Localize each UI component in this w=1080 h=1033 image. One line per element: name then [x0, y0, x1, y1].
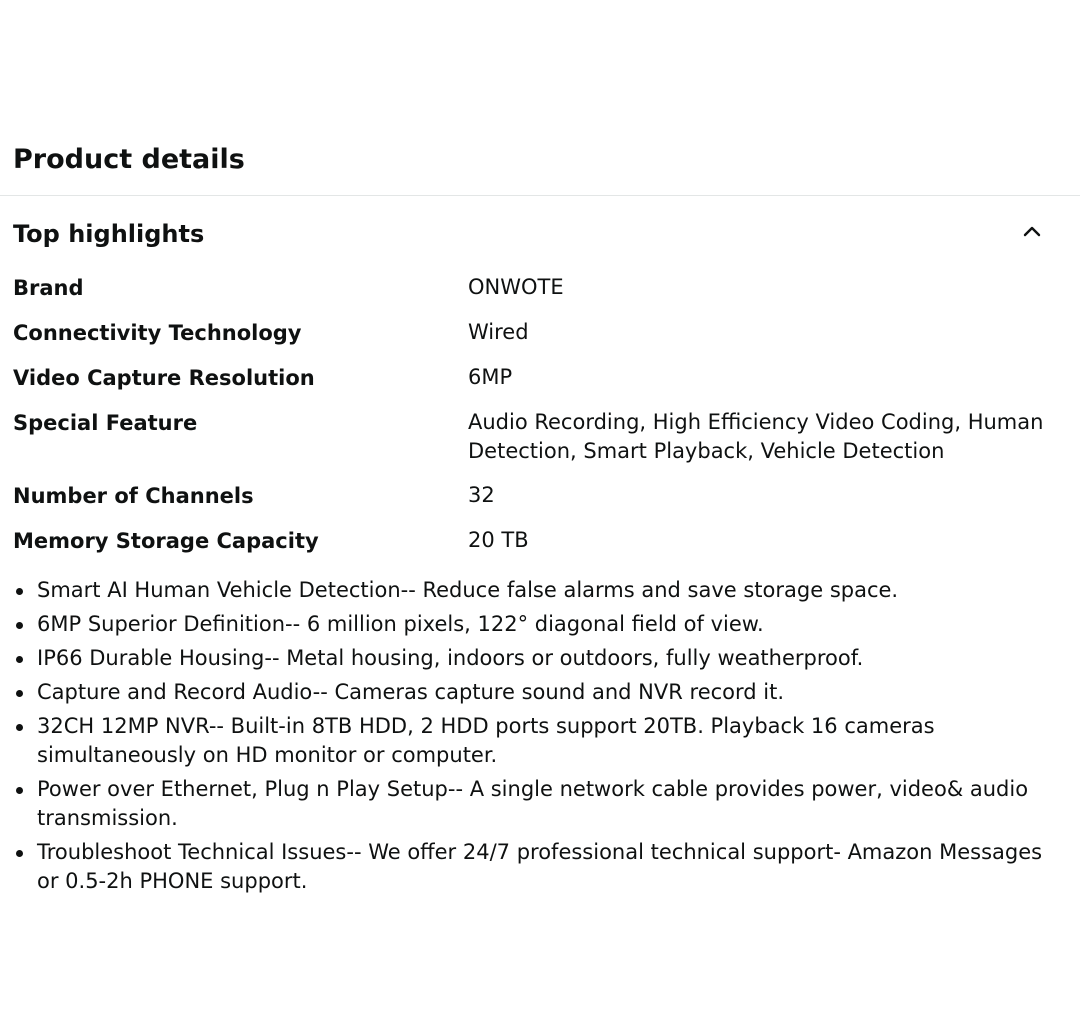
bullet-icon [16, 724, 23, 731]
spec-value: ONWOTE [468, 275, 564, 299]
spec-label: Connectivity Technology [13, 321, 302, 345]
bullet-icon [16, 656, 23, 663]
spec-label: Memory Storage Capacity [13, 529, 319, 553]
spec-value: 32 [468, 483, 495, 507]
bullet-text: IP66 Durable Housing-- Metal housing, indoors or outdoors, fully weatherproof. [37, 646, 864, 670]
bullet-text: Troubleshoot Technical Issues-- We offer 24/7 professional technical support- Amazon Messages or 0.5-2h PHONE support. [37, 840, 1043, 893]
bullet-text: Smart AI Human Vehicle Detection-- Reduce false alarms and save storage space. [37, 578, 899, 602]
bullet-icon [16, 690, 23, 697]
spec-label: Special Feature [13, 411, 198, 435]
list-item [13, 610, 1063, 639]
chevron-up-icon[interactable] [1020, 220, 1044, 244]
top-highlights-toggle[interactable] [0, 212, 1080, 256]
spec-value: 6MP [468, 365, 513, 389]
bullet-text: Capture and Record Audio-- Cameras capture sound and NVR record it. [37, 680, 785, 704]
bullet-text: Power over Ethernet, Plug n Play Setup-- A single network cable provides power, video& audio transmission. [37, 777, 1029, 830]
bullet-icon [16, 588, 23, 595]
spec-value: Audio Recording, High Efficiency Video Coding, Human Detection, Smart Playback, Vehicle Detection [468, 410, 1044, 463]
spec-label: Video Capture Resolution [13, 366, 315, 390]
spec-label: Brand [13, 276, 84, 300]
list-item [13, 712, 1063, 770]
spec-row-channels [13, 481, 1063, 511]
section-divider [0, 195, 1080, 196]
list-item [13, 775, 1063, 833]
list-item [13, 576, 1063, 605]
bullet-icon [16, 622, 23, 629]
spec-value: Wired [468, 320, 529, 344]
spec-row-resolution [13, 363, 1063, 393]
list-item [13, 838, 1063, 896]
list-item [13, 644, 1063, 673]
bullet-icon [16, 787, 23, 794]
bullet-text: 32CH 12MP NVR-- Built-in 8TB HDD, 2 HDD ports support 20TB. Playback 16 cameras simultaneously on HD monitor or computer. [37, 714, 935, 767]
spec-row-brand [13, 273, 1063, 303]
section-title: Top highlights [13, 220, 205, 248]
spec-row-storage [13, 526, 1063, 556]
spec-row-special-feature [13, 408, 1063, 466]
bullet-text: 6MP Superior Definition-- 6 million pixels, 122° diagonal field of view. [37, 612, 764, 636]
bullet-icon [16, 850, 23, 857]
list-item [13, 678, 1063, 707]
feature-bullets [13, 576, 1063, 901]
spec-value: 20 TB [468, 528, 529, 552]
page-title: Product details [13, 144, 245, 175]
specs-table [13, 273, 1063, 571]
spec-row-connectivity [13, 318, 1063, 348]
spec-label: Number of Channels [13, 484, 254, 508]
